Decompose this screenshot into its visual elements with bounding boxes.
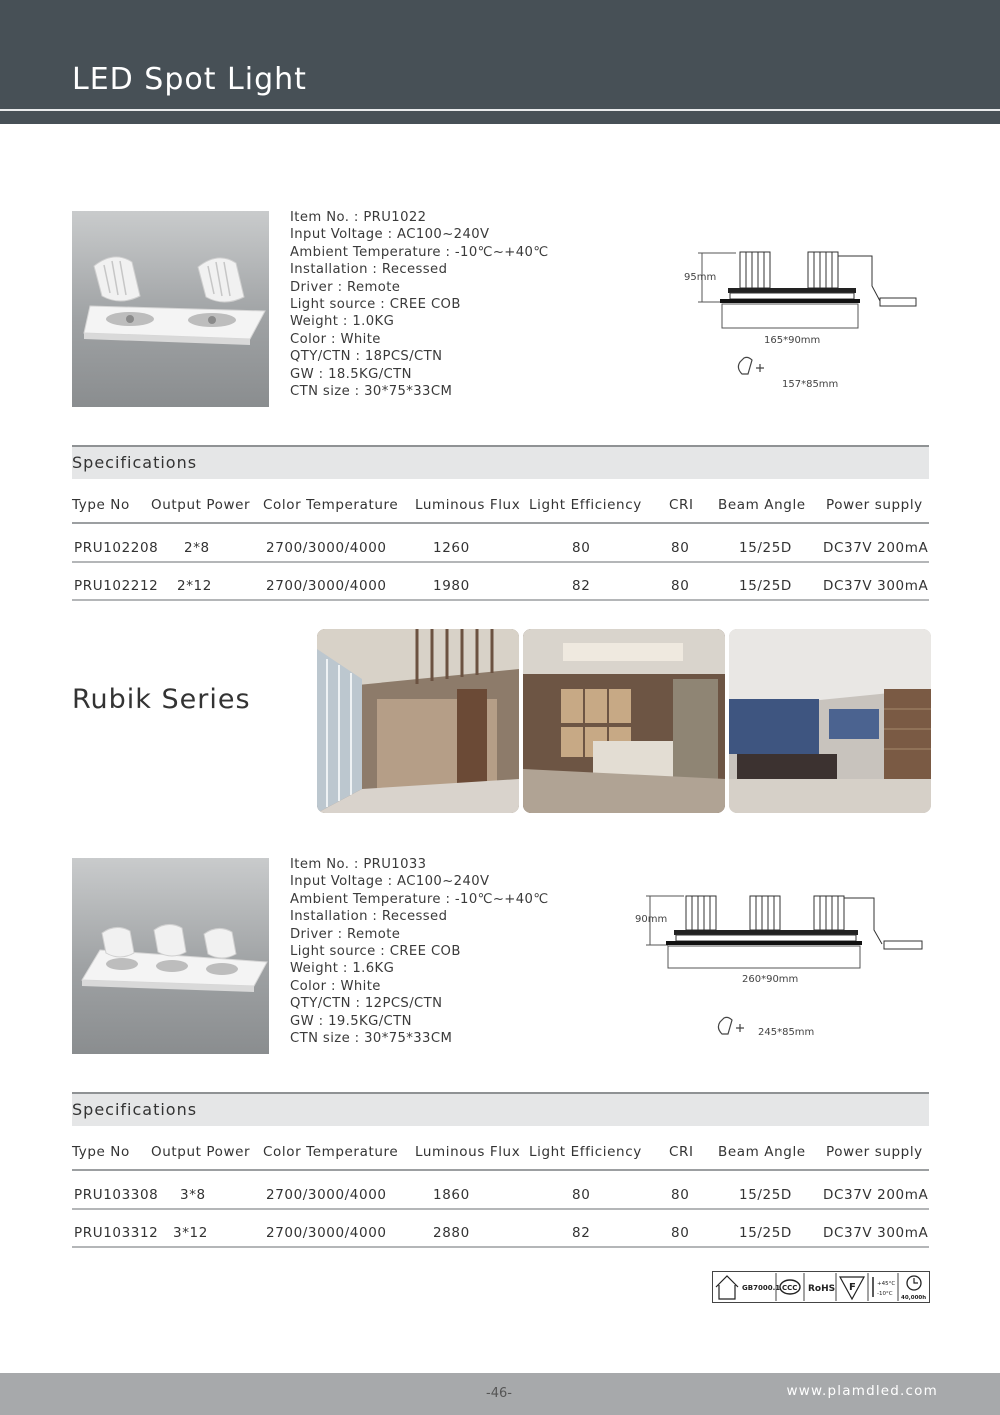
cell-beam-angle: 15/25D [739, 1187, 792, 1203]
product-info-pru1033 [290, 856, 549, 1047]
col-light-efficiency: Light Efficiency [529, 497, 642, 513]
col-beam-angle: Beam Angle [718, 1144, 806, 1160]
page-number: -46- [486, 1386, 512, 1401]
cell-power-supply: DC37V 200mA [823, 1187, 929, 1203]
drawing-height-label: 90mm [635, 914, 668, 925]
col-output-power: Output Power [151, 497, 251, 513]
info-light-source: Light source : CREE COB [290, 297, 461, 313]
cell-light-efficiency: 82 [572, 1225, 591, 1241]
col-luminous-flux: Luminous Flux [415, 1144, 521, 1160]
svg-text:CCC: CCC [782, 1284, 798, 1292]
svg-text:+45°C: +45°C [877, 1281, 896, 1287]
col-power-supply: Power supply [826, 497, 923, 513]
table-row [72, 1210, 929, 1248]
website-link[interactable]: www.plamdled.com [786, 1383, 938, 1399]
certification-icons [712, 1271, 930, 1303]
info-driver: Driver : Remote [290, 279, 401, 295]
cell-cri: 80 [671, 1225, 690, 1241]
rohs-label: RoHS [808, 1284, 836, 1294]
spec-title: Specifications [72, 453, 198, 472]
cell-luminous-flux: 1260 [433, 540, 470, 556]
cell-type-no: PRU103312 [74, 1225, 159, 1241]
spec-title: Specifications [72, 1100, 198, 1119]
cell-output-power: 2*8 [184, 540, 210, 556]
spec-columns-pru1033 [72, 1133, 929, 1171]
col-light-efficiency: Light Efficiency [529, 1144, 642, 1160]
info-ctn-size: CTN size : 30*75*33CM [290, 384, 453, 400]
info-light-source: Light source : CREE COB [290, 944, 461, 960]
col-beam-angle: Beam Angle [718, 497, 806, 513]
cell-color-temperature: 2700/3000/4000 [266, 578, 387, 594]
cell-light-efficiency: 80 [572, 540, 591, 556]
cell-output-power: 3*8 [180, 1187, 206, 1203]
info-item-no: Item No. : PRU1033 [290, 857, 427, 872]
cell-luminous-flux: 2880 [433, 1225, 470, 1241]
drawing-size-label: 260*90mm [742, 974, 799, 985]
info-item-no: Item No. : PRU1022 [290, 210, 427, 225]
col-power-supply: Power supply [826, 1144, 923, 1160]
cell-type-no: PRU103308 [74, 1187, 159, 1203]
cell-output-power: 2*12 [177, 578, 212, 594]
scene-photo-lounge [729, 629, 931, 813]
col-luminous-flux: Luminous Flux [415, 497, 521, 513]
info-gw: GW : 18.5KG/CTN [290, 366, 412, 382]
cell-cri: 80 [671, 1187, 690, 1203]
spec-columns-pru1022 [72, 486, 929, 524]
info-installation: Installation : Recessed [290, 262, 448, 278]
cell-luminous-flux: 1860 [433, 1187, 470, 1203]
info-input-voltage: Input Voltage : AC100~240V [290, 227, 490, 243]
table-row [72, 563, 929, 601]
drawing-size-label: 165*90mm [764, 335, 821, 346]
spec-header-pru1033 [72, 1092, 929, 1126]
cell-power-supply: DC37V 300mA [823, 1225, 929, 1241]
cell-cri: 80 [671, 540, 690, 556]
cell-type-no: PRU102212 [74, 578, 159, 594]
spec-header-pru1022 [72, 445, 929, 479]
scene-photo-lobby [317, 629, 519, 813]
info-installation: Installation : Recessed [290, 909, 448, 925]
product-info-pru1022 [290, 209, 549, 400]
dimension-drawing-pru1022 [680, 246, 930, 396]
cell-luminous-flux: 1980 [433, 578, 470, 594]
cell-power-supply: DC37V 300mA [823, 578, 929, 594]
drawing-height-label: 95mm [684, 272, 717, 283]
page-footer [0, 1373, 1000, 1415]
col-cri: CRI [669, 1144, 694, 1160]
table-row [72, 525, 929, 563]
cell-color-temperature: 2700/3000/4000 [266, 1225, 387, 1241]
header-rule [0, 109, 1000, 111]
info-color: Color : White [290, 978, 381, 994]
series-title: Rubik Series [72, 684, 251, 715]
info-driver: Driver : Remote [290, 926, 401, 942]
svg-text:F: F [849, 1282, 856, 1293]
col-output-power: Output Power [151, 1144, 251, 1160]
cell-color-temperature: 2700/3000/4000 [266, 540, 387, 556]
info-input-voltage: Input Voltage : AC100~240V [290, 874, 490, 890]
drawing-cutout-label: 245*85mm [758, 1027, 815, 1038]
cell-cri: 80 [671, 578, 690, 594]
gb-standard-label: GB7000.1 [742, 1284, 781, 1292]
page-header [0, 0, 1000, 124]
info-qty-ctn: QTY/CTN : 18PCS/CTN [290, 349, 443, 365]
cell-light-efficiency: 82 [572, 578, 591, 594]
product-photo-pru1033 [72, 858, 269, 1054]
info-ctn-size: CTN size : 30*75*33CM [290, 1031, 453, 1047]
cell-beam-angle: 15/25D [739, 1225, 792, 1241]
col-color-temperature: Color Temperature [263, 1144, 399, 1160]
info-ambient-temperature: Ambient Temperature : -10℃~+40℃ [290, 244, 549, 260]
info-weight: Weight : 1.6KG [290, 961, 395, 977]
cell-output-power: 3*12 [173, 1225, 208, 1241]
drawing-cutout-label: 157*85mm [782, 379, 839, 390]
col-color-temperature: Color Temperature [263, 497, 399, 513]
page-title: LED Spot Light [72, 62, 307, 97]
product-photo-pru1022 [72, 211, 269, 407]
cell-light-efficiency: 80 [572, 1187, 591, 1203]
table-row [72, 1172, 929, 1210]
cell-type-no: PRU102208 [74, 540, 159, 556]
svg-text:-10°C: -10°C [877, 1291, 893, 1297]
dimension-drawing-pru1033 [632, 890, 930, 1045]
cell-power-supply: DC37V 200mA [823, 540, 929, 556]
svg-text:40,000h: 40,000h [901, 1295, 927, 1301]
col-cri: CRI [669, 497, 694, 513]
col-type-no: Type No [72, 1144, 130, 1160]
cell-color-temperature: 2700/3000/4000 [266, 1187, 387, 1203]
info-weight: Weight : 1.0KG [290, 314, 395, 330]
info-color: Color : White [290, 331, 381, 347]
cell-beam-angle: 15/25D [739, 540, 792, 556]
info-gw: GW : 19.5KG/CTN [290, 1013, 412, 1029]
info-qty-ctn: QTY/CTN : 12PCS/CTN [290, 996, 443, 1012]
info-ambient-temperature: Ambient Temperature : -10℃~+40℃ [290, 891, 549, 907]
cell-beam-angle: 15/25D [739, 578, 792, 594]
scene-photo-office [523, 629, 725, 813]
col-type-no: Type No [72, 497, 130, 513]
